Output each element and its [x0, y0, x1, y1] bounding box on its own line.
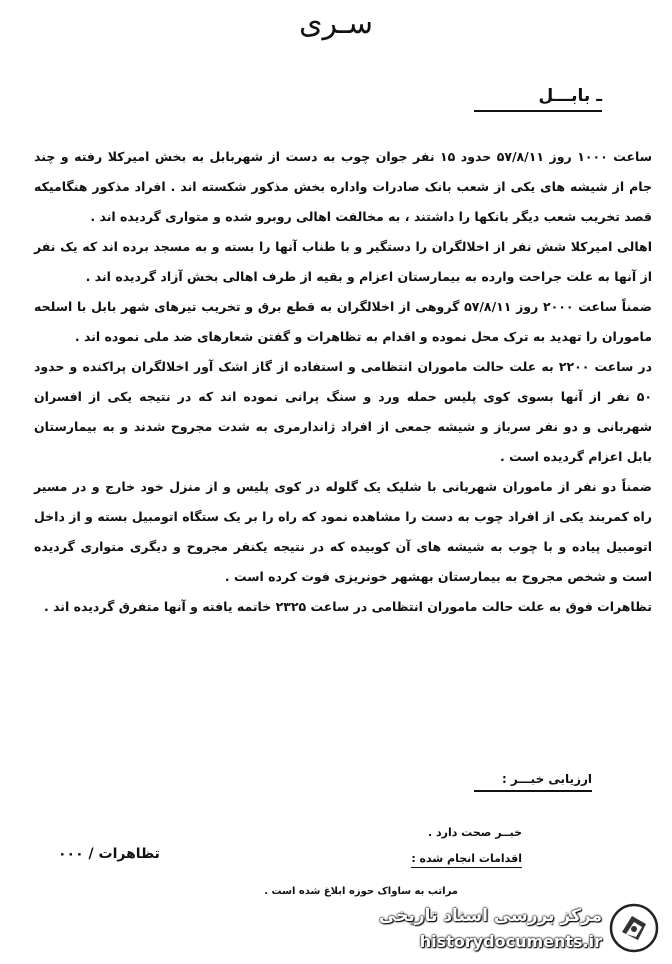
actions-block	[411, 852, 522, 868]
report-paragraph: ساعت ۱۰۰۰ روز ۵۷/۸/۱۱ حدود ۱۵ نفر جوان چوب به دست از شهربابل به بخش امیرکلا رفته و چند جام از شیشه های یکی از شعب بانک صادرات واداره بخش مذکور شکسته اند . افراد مذکور هنگامیکه قصد تخریب شعب دیگر بانکها را داشتند ، به مخالفت اهالی روبرو شده و متواری گردیده اند .	[34, 149, 652, 224]
heading-underline	[474, 110, 602, 112]
location-heading: ـ بابـــل	[538, 86, 602, 106]
archive-logo-icon	[608, 902, 660, 954]
report-paragraph: اهالی امیرکلا شش نفر از اخلالگران را دستگیر و با طناب آنها را بسته و به مسجد برده اند که یک نفر از آنها به علت جراحت وارده به بیمارستان اعزام و بقیه از طرف اهالی بخش آزاد گردیده اند .	[34, 239, 652, 284]
report-paragraph: ضمناً دو نفر از ماموران شهربانی با شلیک یک گلوله در کوی پلیس و از منزل خود خارج و در مسیر راه کمربند یکی از افراد چوب به دست را مشاهده نمود که راه را بر یک ستگاه اتومبیل بسته و از داخل اتومبیل پیاده و با چوب به شیشه های آن کوبیده که در نتیجه یکنفر مجروح و دیگری متواری گردیده است و شخص مجروح به بیمارستان بهشهر خونریزی فوت کرده است .	[34, 479, 652, 584]
evaluation-block	[474, 772, 592, 792]
archive-watermark	[364, 902, 664, 958]
watermark-org-name: مرکز بررسی اسناد تاریخی	[379, 906, 602, 926]
bottom-note: مراتب به ساواک حوزه ابلاغ شده است .	[264, 886, 458, 897]
classification-stamp: سـری	[299, 6, 373, 41]
actions-label: اقدامات انجام شده :	[411, 852, 522, 865]
evaluation-underline	[474, 790, 592, 792]
file-code: تظاهرات / ۰۰۰	[58, 846, 160, 862]
report-body	[34, 142, 652, 622]
source-note: خبــر صحت دارد .	[427, 826, 522, 839]
evaluation-label: ارزیابی خبـــر :	[501, 772, 592, 786]
report-paragraph: ضمناً ساعت ۲۰۰۰ روز ۵۷/۸/۱۱ گروهی از اخلالگران به قطع برق و تخریب تیرهای شهر بابل با اسلحه ماموران را تهدید به ترک محل نموده و اقدام به تظاهرات و گفتن شعارهای ضد ملی نموده اند .	[34, 299, 653, 344]
report-paragraph: تظاهرات فوق به علت حالت ماموران انتظامی در ساعت ۲۳۲۵ خاتمه یافته و آنها متفرق گردیده اند .	[43, 599, 652, 614]
report-paragraph: در ساعت ۲۲۰۰ به علت حالت ماموران انتظامی و استفاده از گاز اشک آور اخلالگران پراکنده و حدود ۵۰ نفر از آنها بسوی کوی پلیس حمله ورد و سنگ پرانی نموده اند که در نتیجه یکی از افسران شهربانی و دو نفر سرباز و شیشه جمعی از افراد ژاندارمری به شدت مجروح شدند و به بیمارستان بابل اعزام گردیده است .	[34, 359, 652, 464]
watermark-url: historydocuments.ir	[419, 932, 602, 951]
actions-underline	[411, 867, 522, 868]
